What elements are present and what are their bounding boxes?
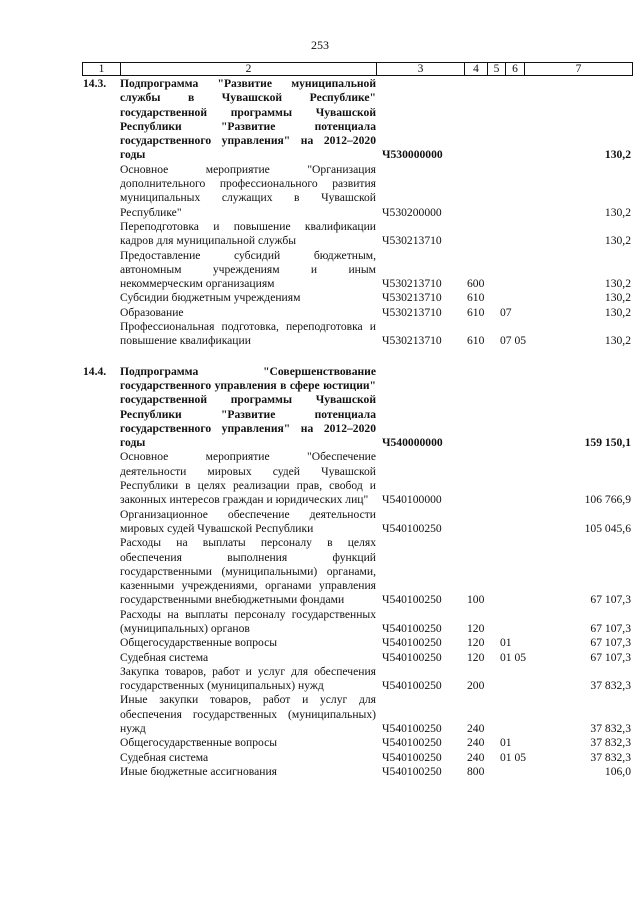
row-name-cell: Организационное обеспечение деятельности мировых судей Чувашской Республики	[120, 507, 376, 535]
row-number-cell	[82, 508, 120, 537]
row-name-cell: Судебная система	[120, 650, 209, 664]
row-amount-cell: 130,2	[604, 234, 631, 248]
row-section-cell: 07 05	[500, 334, 527, 348]
row-expense-type-cell	[464, 508, 497, 537]
row-number-cell	[82, 320, 120, 349]
row-name-cell: Иные бюджетные ассигнования	[120, 764, 277, 778]
row-code-cell: Ч530213710	[382, 277, 442, 291]
row-code-cell: Ч540100250	[382, 679, 442, 693]
row-code-cell: Ч530200000	[382, 205, 442, 219]
table-row	[82, 651, 632, 665]
row-number-cell	[82, 651, 120, 665]
column-header-row	[83, 63, 633, 76]
row-amount-cell: 67 107,3	[590, 593, 631, 607]
row-section-cell	[497, 536, 537, 607]
row-amount-cell: 130,2	[604, 148, 631, 162]
row-name-cell: Основное мероприятие "Обеспечение деятельности мировых судей Чувашской Республики в целях реализации прав, свобод и законных интересов граждан и юридических лиц"	[120, 450, 376, 507]
row-expense-type-cell: 610	[467, 334, 485, 348]
row-expense-type-cell: 240	[467, 736, 485, 750]
row-amount-cell: 106,0	[604, 764, 631, 778]
column-header-cell: 1	[83, 63, 121, 76]
row-section-cell	[497, 220, 537, 249]
row-expense-type-cell: 610	[467, 305, 485, 319]
row-expense-type-cell: 120	[467, 650, 485, 664]
row-number-cell	[82, 450, 120, 507]
row-name-cell: Закупка товаров, работ и услуг для обеспечения государственных (муниципальных) нужд	[120, 664, 376, 693]
row-section-cell: 01	[500, 736, 512, 750]
row-expense-type-cell: 610	[467, 291, 485, 305]
table-row	[82, 306, 632, 320]
row-section-cell	[497, 508, 537, 537]
row-code-cell: Ч540100250	[382, 521, 442, 535]
row-amount-cell: 67 107,3	[590, 650, 631, 664]
row-section-cell	[497, 249, 537, 292]
row-name-cell: Субсидии бюджетным учреждениям	[120, 291, 301, 305]
row-name-cell: Расходы на выплаты персоналу в целях обеспечения выполнения функций государственными (муниципальными) органами, казенными учреждениями, органами управления государственными внебюджетными фондами	[120, 536, 376, 607]
row-name-cell: Основное мероприятие "Организация дополнительного профессионального развития муниципальных служащих в Чувашской Республике"	[120, 162, 376, 219]
row-expense-type-cell: 240	[467, 750, 485, 764]
row-number-cell	[82, 665, 120, 694]
table-row	[82, 608, 632, 637]
row-amount-cell: 37 832,3	[590, 722, 631, 736]
row-code-cell: Ч540100250	[382, 750, 442, 764]
row-expense-type-cell	[464, 365, 497, 451]
row-section-cell	[497, 77, 537, 163]
table-row	[82, 736, 632, 750]
column-header-cell: 7	[525, 63, 633, 76]
row-name-cell: Образование	[120, 305, 184, 319]
row-amount-cell: 130,2	[604, 334, 631, 348]
row-code-cell: Ч540000000	[382, 436, 443, 450]
row-number-cell	[82, 249, 120, 292]
column-header-cell: 5	[488, 63, 506, 76]
row-expense-type-cell	[464, 220, 497, 249]
row-expense-type-cell	[464, 77, 497, 163]
table-row	[82, 508, 632, 537]
row-code-cell: Ч530213710	[382, 234, 442, 248]
row-expense-type-cell	[464, 163, 497, 220]
table-row	[82, 291, 632, 305]
table-row	[82, 765, 632, 779]
row-name-cell: Предоставление субсидий бюджетным, автономным учреждениям и иным некоммерческим организациям	[120, 248, 376, 291]
row-number-cell	[82, 751, 120, 765]
column-header-cell: 2	[121, 63, 377, 76]
subprogram-row	[82, 77, 632, 163]
row-code-cell: Ч540100250	[382, 621, 442, 635]
row-section-cell	[497, 450, 537, 507]
row-section-cell: 07	[500, 305, 512, 319]
row-expense-type-cell: 600	[467, 277, 485, 291]
row-name-cell: Общегосударственные вопросы	[120, 736, 278, 750]
table-row	[82, 450, 632, 507]
row-amount-cell: 67 107,3	[590, 636, 631, 650]
table-row	[82, 163, 632, 220]
row-amount-cell: 67 107,3	[590, 621, 631, 635]
row-name-cell: Подпрограмма "Совершенствование государственного управления в сфере юстиции" государственной программы Чувашской Республики "Развитие потенциала государственного управления" на 2012–2020 годы	[120, 364, 376, 450]
row-number-cell: 14.3.	[83, 77, 107, 90]
row-name-cell: Подпрограмма "Развитие муниципальной службы в Чувашской Республике" государственной программы Чувашской Республики "Развитие потенциала государственного управления" на 2012–2020 годы	[120, 77, 376, 162]
row-code-cell: Ч530000000	[382, 148, 443, 162]
row-amount-cell: 37 832,3	[590, 736, 631, 750]
row-amount-cell: 105 045,6	[584, 521, 631, 535]
row-section-cell: 01 05	[500, 650, 527, 664]
row-number-cell	[82, 693, 120, 736]
row-name-cell: Расходы на выплаты персоналу государственных (муниципальных) органов	[120, 607, 376, 635]
row-section-cell	[497, 765, 537, 779]
table-row	[82, 220, 632, 249]
row-name-cell: Иные закупки товаров, работ и услуг для обеспечения государственных (муниципальных) нужд	[120, 693, 376, 736]
budget-table	[82, 77, 632, 779]
row-number-cell	[82, 291, 120, 305]
spacer-cell	[82, 349, 632, 365]
table-row	[82, 636, 632, 650]
row-number-cell: 14.4.	[83, 364, 107, 378]
table-row	[82, 693, 632, 736]
row-name-cell: Судебная система	[120, 750, 209, 764]
row-number-cell	[82, 536, 120, 607]
row-expense-type-cell: 120	[467, 636, 485, 650]
table-row	[82, 751, 632, 765]
row-section-cell: 01 05	[500, 750, 527, 764]
row-section-cell: 01	[500, 636, 512, 650]
row-code-cell: Ч540100250	[382, 722, 442, 736]
row-expense-type-cell: 100	[467, 593, 485, 607]
row-number-cell	[82, 736, 120, 750]
table-row	[82, 536, 632, 607]
row-section-cell	[497, 163, 537, 220]
row-number-cell	[82, 608, 120, 637]
row-code-cell: Ч540100250	[382, 593, 442, 607]
row-amount-cell: 130,2	[604, 205, 631, 219]
column-header-cell: 3	[377, 63, 465, 76]
row-expense-type-cell	[464, 450, 497, 507]
row-number-cell	[82, 163, 120, 220]
table-row	[82, 249, 632, 292]
row-section-cell	[497, 608, 537, 637]
row-code-cell: Ч540100000	[382, 493, 442, 507]
row-number-cell	[82, 636, 120, 650]
row-code-cell: Ч530213710	[382, 334, 442, 348]
row-number-cell	[82, 220, 120, 249]
row-code-cell: Ч540100250	[382, 764, 442, 778]
row-section-cell	[497, 291, 537, 305]
row-expense-type-cell: 800	[467, 764, 485, 778]
row-section-cell	[497, 665, 537, 694]
row-code-cell: Ч540100250	[382, 636, 442, 650]
row-expense-type-cell: 200	[467, 679, 485, 693]
row-section-cell	[497, 693, 537, 736]
row-code-cell: Ч530213710	[382, 305, 442, 319]
row-name-cell: Переподготовка и повышение квалификации кадров для муниципальной службы	[120, 219, 376, 248]
row-code-cell: Ч530213710	[382, 291, 442, 305]
row-expense-type-cell: 240	[467, 722, 485, 736]
row-amount-cell: 159 150,1	[584, 436, 631, 450]
row-name-cell: Профессиональная подготовка, переподготовка и повышение квалификации	[120, 320, 376, 348]
column-header-table	[82, 62, 633, 76]
subprogram-row	[82, 365, 632, 451]
row-amount-cell: 130,2	[604, 291, 631, 305]
column-header-cell: 6	[506, 63, 525, 76]
row-amount-cell: 130,2	[604, 277, 631, 291]
table-row	[82, 665, 632, 694]
row-name-cell: Общегосударственные вопросы	[120, 636, 278, 650]
row-number-cell	[82, 765, 120, 779]
row-amount-cell: 106 766,9	[584, 493, 631, 507]
budget-table-body	[82, 77, 632, 779]
row-amount-cell: 37 832,3	[590, 679, 631, 693]
row-amount-cell: 130,2	[604, 305, 631, 319]
row-code-cell: Ч540100250	[382, 736, 442, 750]
row-expense-type-cell: 120	[467, 621, 485, 635]
page-number: 253	[311, 38, 329, 52]
row-code-cell: Ч540100250	[382, 650, 442, 664]
spacer-row	[82, 349, 632, 365]
table-row	[82, 320, 632, 349]
row-amount-cell: 37 832,3	[590, 750, 631, 764]
row-number-cell	[82, 306, 120, 320]
column-header-cell: 4	[465, 63, 488, 76]
row-section-cell	[497, 365, 537, 451]
